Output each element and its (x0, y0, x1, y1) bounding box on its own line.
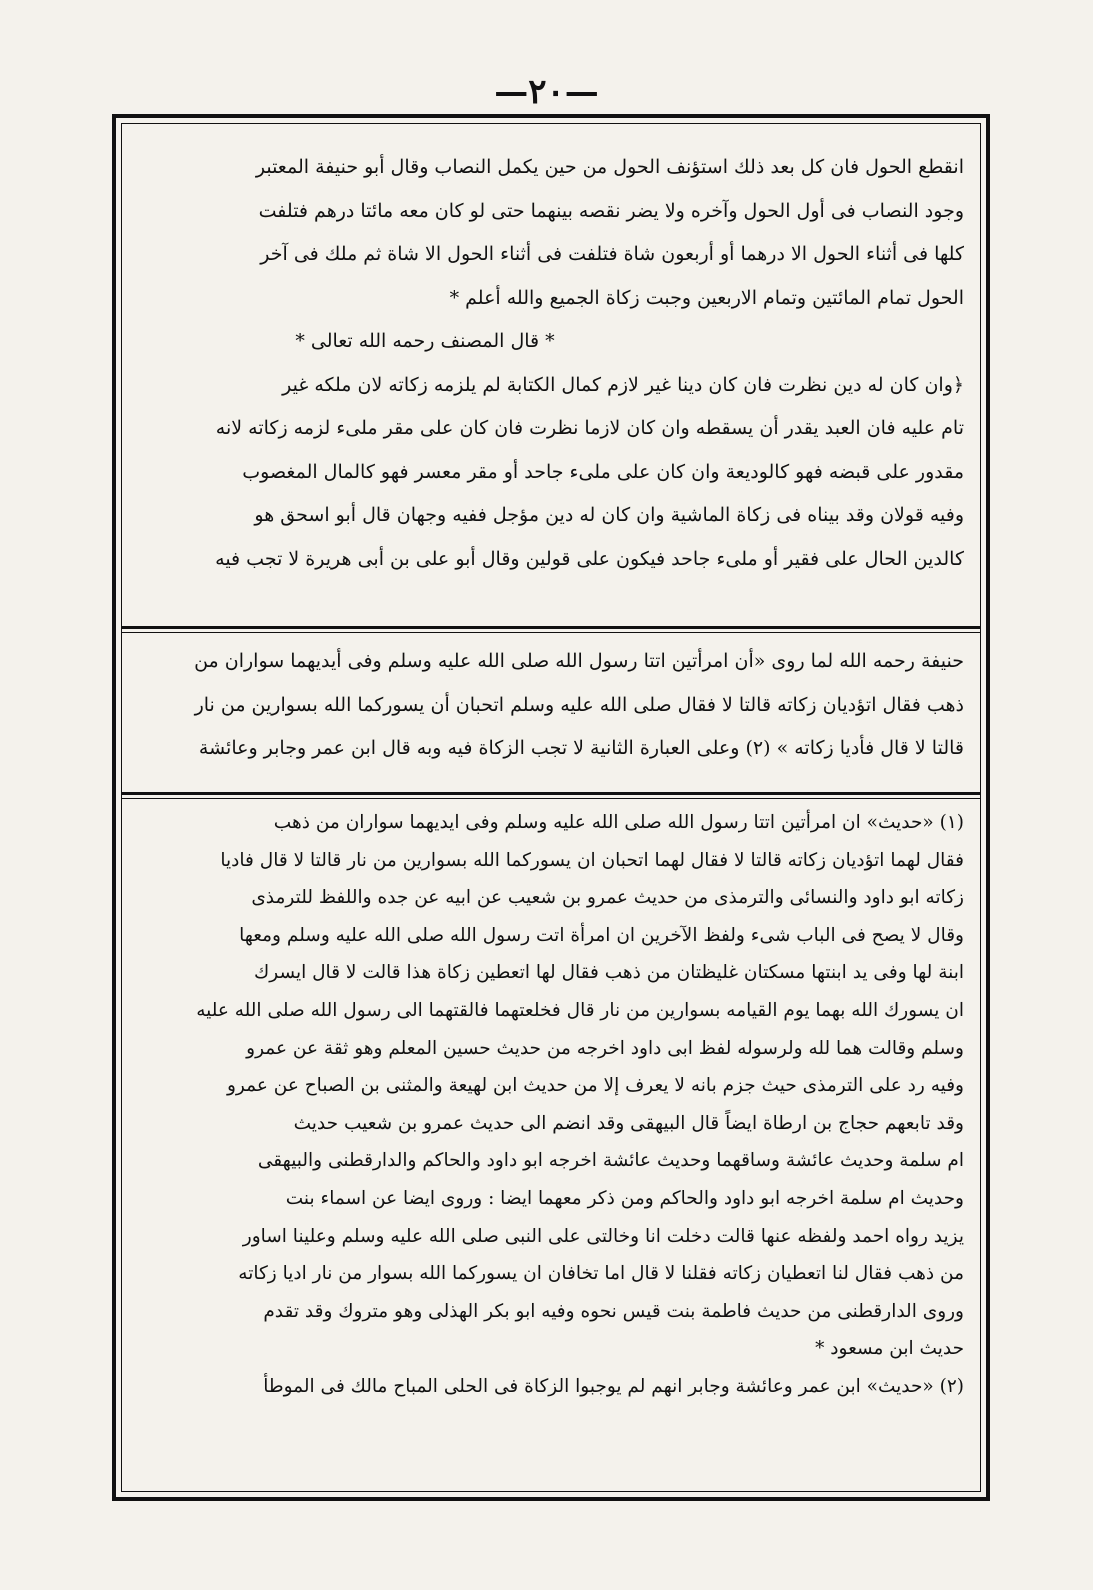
footnote-line: فقال لهما اتؤديان زكاته قالتا لا فقال لهما اتحبان ان يسوركما الله بسوارين من نار قالتا لا قال فاديا (220, 849, 964, 871)
main-line: تام عليه فان العبد يقدر أن يسقطه وان كان لازما نظرت فان كان على مقر ملىء لزمه زكاته لانه (215, 417, 964, 439)
footnote-line: ام سلمة وحديث عائشة وساقهما وحديث عائشة اخرجه ابو داود والحاكم والدارقطنى والبيهقى (257, 1150, 964, 1172)
footnote-line: وسلم وقالت هما لله ولرسوله لفظ ابى داود اخرجه من حديث حسين المعلم وهو ثقة عن عمرو (246, 1037, 964, 1059)
main-line: كالدين الحال على فقير أو ملىء جاحد فيكون على قولين وقال أبو على بن أبى هريرة لا تجب فيه (215, 547, 964, 570)
footnote-line: ابنة لها وفى يد ابنتها مسكتان غليظتان من ذهب فقال لها اتعطين زكاة هذا قالت لا قال ايسرك (253, 962, 964, 984)
footnote-line: وروى الدارقطنى من حديث فاطمة بنت قيس نحوه وفيه ابو بكر الهذلى وهو متروك وقد تقدم (263, 1300, 964, 1322)
main-line: مقدور على قبضه فهو كالوديعة وان كان على ملىء جاحد أو مقر معسر فهو كالمال المغصوب (242, 460, 964, 483)
footnote-line: حديث ابن مسعود * (815, 1338, 964, 1360)
section-divider (122, 626, 980, 629)
page-number: —٢٠— (494, 72, 599, 112)
main-line: الحول تمام المائتين وتمام الاربعين وجبت زكاة الجميع والله أعلم * (449, 286, 964, 309)
main-line: كلها فى أثناء الحول الا درهما أو أربعون شاة فتلفت فى أثناء الحول الا شاة ثم ملك فى آخر (260, 243, 964, 265)
main-line: انقطع الحول فان كل بعد ذلك استؤنف الحول من حين يكمل النصاب وقال أبو حنيفة المعتبر (255, 156, 964, 178)
footnote-line: (١) «حديث» ان امرأتين اتتا رسول الله صلى الله عليه وسلم وفى ايديهما سواران من ذهب (273, 812, 964, 833)
page-frame (112, 114, 990, 1501)
main-text (136, 146, 964, 581)
footnote-line: وقد تابعهم حجاج بن ارطاة ايضاً قال البيهقى وقد انضم الى حديث عمرو بن شعيب حديث (293, 1112, 964, 1134)
section-divider (122, 792, 980, 795)
footnotes (136, 804, 964, 1406)
footnote-line: وفيه رد على الترمذى حيث جزم بانه لا يعرف إلا من حديث ابن لهيعة والمثنى بن الصباح عن عمرو (226, 1075, 964, 1097)
footnote-line: وقال لا يصح فى الباب شىء ولفظ الآخرين ان امرأة اتت رسول الله صلى الله عليه وسلم ومعها (239, 924, 964, 946)
section-heading: * قال المصنف رحمه الله تعالى * (295, 330, 555, 352)
commentary-line: حنيفة رحمه الله لما روى «أن امرأتين اتتا رسول الله صلى الله عليه وسلم وفى أيديهما سواران من (194, 650, 964, 672)
footnote-line: زكاته ابو داود والنسائى والترمذى من حديث عمرو بن شعيب عن ابيه عن جده واللفظ للترمذى (251, 887, 964, 909)
commentary-line: ذهب فقال اتؤديان زكاته قالتا لا فقال صلى الله عليه وسلم اتحبان أن يسوركما الله بسوارين من نار (194, 693, 964, 716)
main-line: ﴿وان كان له دين نظرت فان كان دينا غير لازم كمال الكتابة لم يلزمه زكاته لان ملكه غير (282, 373, 964, 396)
page-frame-inner (121, 123, 981, 1492)
footnote-line: (٢) «حديث» ابن عمر وعائشة وجابر انهم لم يوجبوا الزكاة فى الحلى المباح مالك فى الموطأ (263, 1375, 964, 1397)
commentary-line: قالتا لا قال فأديا زكاته » (٢) وعلى العبارة الثانية لا تجب الزكاة فيه وبه قال ابن عمر وجابر وعائشة (198, 737, 964, 759)
main-line: وجود النصاب فى أول الحول وآخره ولا يضر نقصه بينهما حتى لو كان معه مائتا درهم فتلفت (258, 199, 964, 222)
main-line: وفيه قولان وقد بيناه فى زكاة الماشية وان كان له دين مؤجل ففيه وجهان قال أبو اسحق هو (254, 504, 964, 526)
footnote-line: يزيد رواه احمد ولفظه عنها قالت دخلت انا وخالتى على النبى صلى الله عليه وسلم وعلينا اساور (242, 1225, 964, 1247)
footnote-line: وحديث ام سلمة اخرجه ابو داود والحاكم ومن ذكر معهما ايضا : وروى ايضا عن اسماء بنت (285, 1187, 964, 1209)
footnote-line: من ذهب فقال لنا اتعطيان زكاته فقلنا لا قال اما تخافان ان يسوركما الله بسوار من نار اديا زكاته (238, 1263, 964, 1285)
commentary-text (136, 640, 964, 771)
footnote-line: ان يسورك الله بهما يوم القيامه بسوارين من نار قال فخلعتهما فالقتهما الى رسول الله صلى الله عليه (196, 999, 964, 1021)
